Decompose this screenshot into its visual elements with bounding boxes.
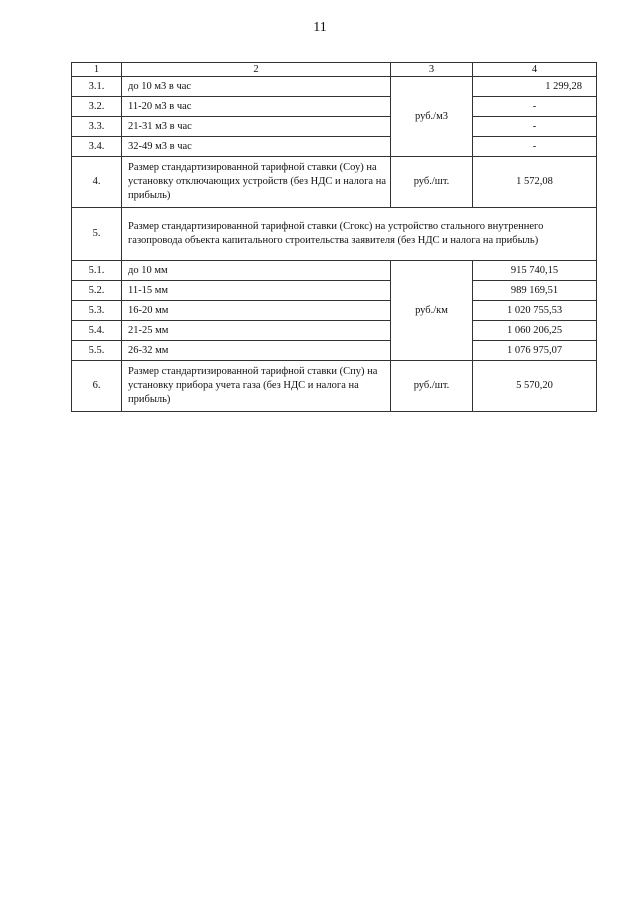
table-row <box>72 77 597 97</box>
row-number: 3.4. <box>72 137 122 157</box>
value-cell: 1 299,28 <box>473 77 597 97</box>
value-cell: 989 169,51 <box>473 281 597 301</box>
value-cell: 1 076 975,07 <box>473 341 597 361</box>
table-row <box>72 261 597 281</box>
table-row <box>72 157 597 208</box>
row-number: 3.1. <box>72 77 122 97</box>
table-row <box>72 137 597 157</box>
table-row <box>72 361 597 412</box>
value-cell: - <box>473 97 597 117</box>
table-header-row <box>72 63 597 77</box>
row-description: 16-20 мм <box>122 301 391 321</box>
unit-cell: руб./км <box>391 261 473 361</box>
row-description: до 10 м3 в час <box>122 77 391 97</box>
row-description: 21-25 мм <box>122 321 391 341</box>
row-description: 32-49 м3 в час <box>122 137 391 157</box>
header-cell: 3 <box>391 63 473 77</box>
row-number: 3.2. <box>72 97 122 117</box>
table-row <box>72 341 597 361</box>
row-description: 11-15 мм <box>122 281 391 301</box>
page-number: 11 <box>313 20 327 35</box>
value-cell: 1 572,08 <box>473 157 597 208</box>
row-number: 5.4. <box>72 321 122 341</box>
value-cell: 1 020 755,53 <box>473 301 597 321</box>
row-number: 5.3. <box>72 301 122 321</box>
row-description: Размер стандартизированной тарифной ставки (Соу) на установку отключающих устройств (без НДС и налога на прибыль) <box>122 157 391 208</box>
table-row <box>72 97 597 117</box>
header-cell: 1 <box>72 63 122 77</box>
header-cell: 2 <box>122 63 391 77</box>
row-number: 5.1. <box>72 261 122 281</box>
row-description: 21-31 м3 в час <box>122 117 391 137</box>
table-row <box>72 117 597 137</box>
unit-cell: руб./шт. <box>391 157 473 208</box>
table-row <box>72 301 597 321</box>
row-description: Размер стандартизированной тарифной ставки (Спу) на установку прибора учета газа (без НДС и налога на прибыль) <box>122 361 391 412</box>
row-description: 11-20 м3 в час <box>122 97 391 117</box>
row-description: 26-32 мм <box>122 341 391 361</box>
unit-cell: руб./м3 <box>391 77 473 157</box>
row-number: 3.3. <box>72 117 122 137</box>
row-number: 5.2. <box>72 281 122 301</box>
table-row <box>72 281 597 301</box>
row-number: 5. <box>72 208 122 261</box>
tariff-table <box>71 62 597 412</box>
header-cell: 4 <box>473 63 597 77</box>
row-number: 5.5. <box>72 341 122 361</box>
row-description: до 10 мм <box>122 261 391 281</box>
row-description: Размер стандартизированной тарифной ставки (Сгокс) на устройство стального внутреннего газопровода объекта капитального строительства заявителя (без НДС и налога на прибыль) <box>122 208 597 261</box>
value-cell: - <box>473 137 597 157</box>
value-cell: 915 740,15 <box>473 261 597 281</box>
table-row <box>72 321 597 341</box>
unit-cell: руб./шт. <box>391 361 473 412</box>
row-number: 4. <box>72 157 122 208</box>
row-number: 6. <box>72 361 122 412</box>
value-cell: 5 570,20 <box>473 361 597 412</box>
table-row <box>72 208 597 261</box>
value-cell: - <box>473 117 597 137</box>
value-cell: 1 060 206,25 <box>473 321 597 341</box>
